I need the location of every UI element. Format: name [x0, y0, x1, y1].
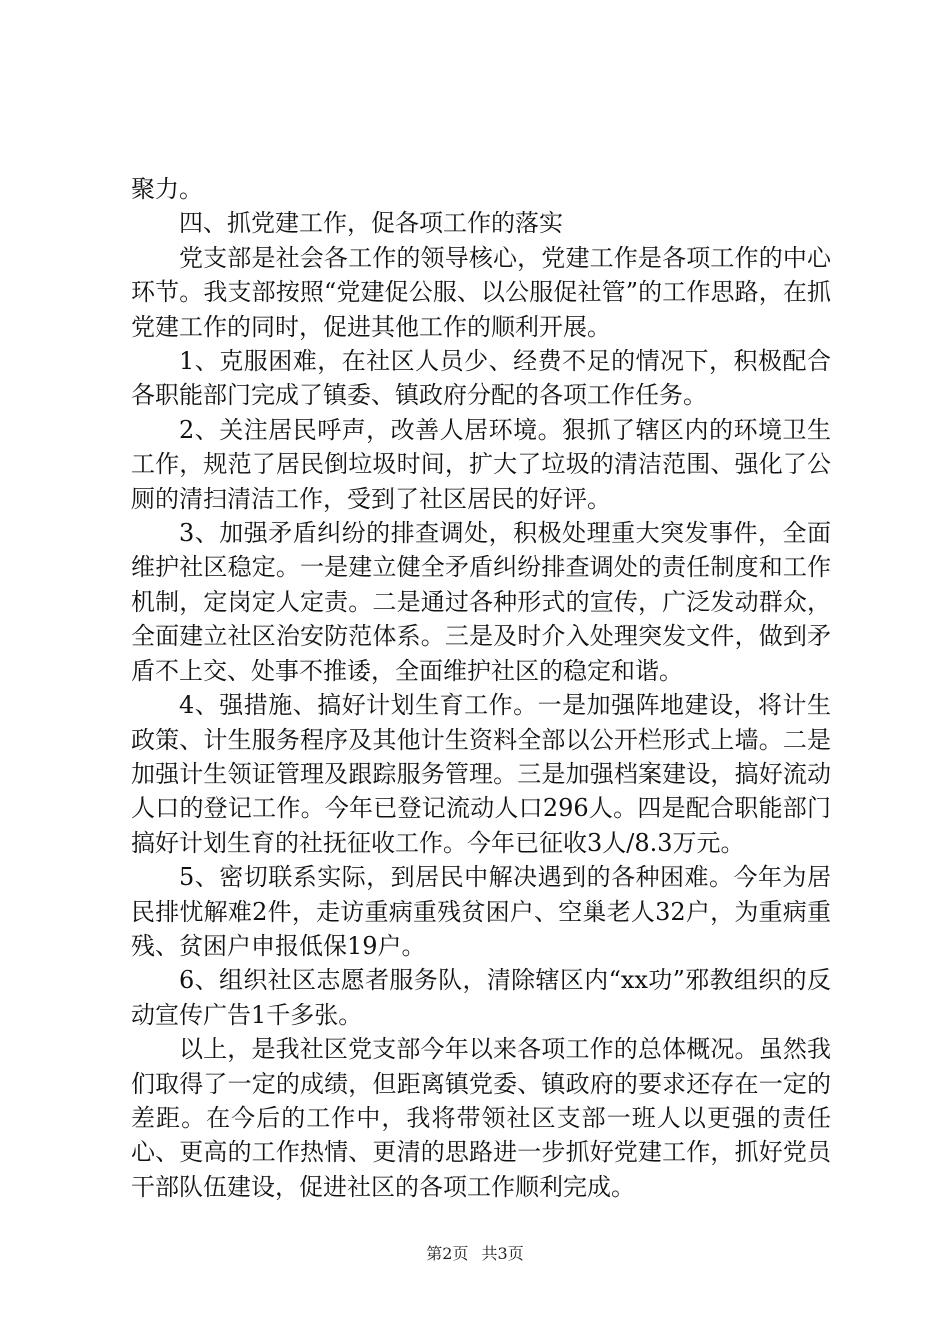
list-item: 2、关注居民呼声，改善人居环境。狠抓了辖区内的环境卫生工作，规范了居民倒垃圾时间，扩大了垃圾的清洁范围、强化了公厕的清扫清洁工作，受到了社区居民的好评。 [131, 415, 831, 513]
list-item: 1、克服困难，在社区人员少、经费不足的情况下，积极配合各职能部门完成了镇委、镇政府分配的各项工作任务。 [131, 347, 831, 410]
list-item: 6、组织社区志愿者服务队，清除辖区内“xx功”邪教组织的反动宣传广告1千多张。 [131, 966, 831, 1029]
list-item: 5、密切联系实际，到居民中解决遇到的各种困难。今年为居民排忧解难2件，走访重病重残贫困户、空巢老人32户，为重病重残、贫困户申报低保19户。 [131, 863, 831, 960]
page-total: 共3页 [481, 1244, 524, 1263]
paragraph: 党支部是社会各工作的领导核心，党建工作是各项工作的中心环节。我支部按照“党建促公服、以公服促社管”的工作思路，在抓党建工作的同时，促进其他工作的顺利开展。 [131, 243, 831, 341]
paragraph: 以上，是我社区党支部今年以来各项工作的总体概况。虽然我们取得了一定的成绩，但距离镇党委、镇政府的要求还存在一定的差距。在今后的工作中，我将带领社区支部一班人以更强的责任心、更高的工作热情、更清的思路进一步抓好党建工作，抓好党员干部队伍建设，促进社区的各项工作顺利完成。 [131, 1035, 831, 1201]
paragraph-continuation: 聚力。 [131, 175, 203, 203]
list-item: 3、加强矛盾纠纷的排查调处，积极处理重大突发事件，全面维护社区稳定。一是建立健全矛盾纠纷排查调处的责任制度和工作机制，定岗定人定责。二是通过各种形式的宣传，广泛发动群众，全面建立社区治安防范体系。三是及时介入处理突发文件，做到矛盾不上交、处事不推诿，全面维护社区的稳定和谐。 [131, 519, 831, 685]
page-number: 第2页 [426, 1244, 469, 1263]
list-item: 4、强措施、搞好计划生育工作。一是加强阵地建设，将计生政策、计生服务程序及其他计生资料全部以公开栏形式上墙。二是加强计生领证管理及跟踪服务管理。三是加强档案建设，搞好流动人口的登记工作。今年已登记流动人口296人。四是配合职能部门搞好计划生育的社抚征收工作。今年已征收3人/8.3万元。 [131, 691, 831, 857]
page-footer [0, 1241, 950, 1264]
document-body [131, 172, 831, 1204]
section-heading: 四、抓党建工作，促各项工作的落实 [179, 209, 563, 238]
